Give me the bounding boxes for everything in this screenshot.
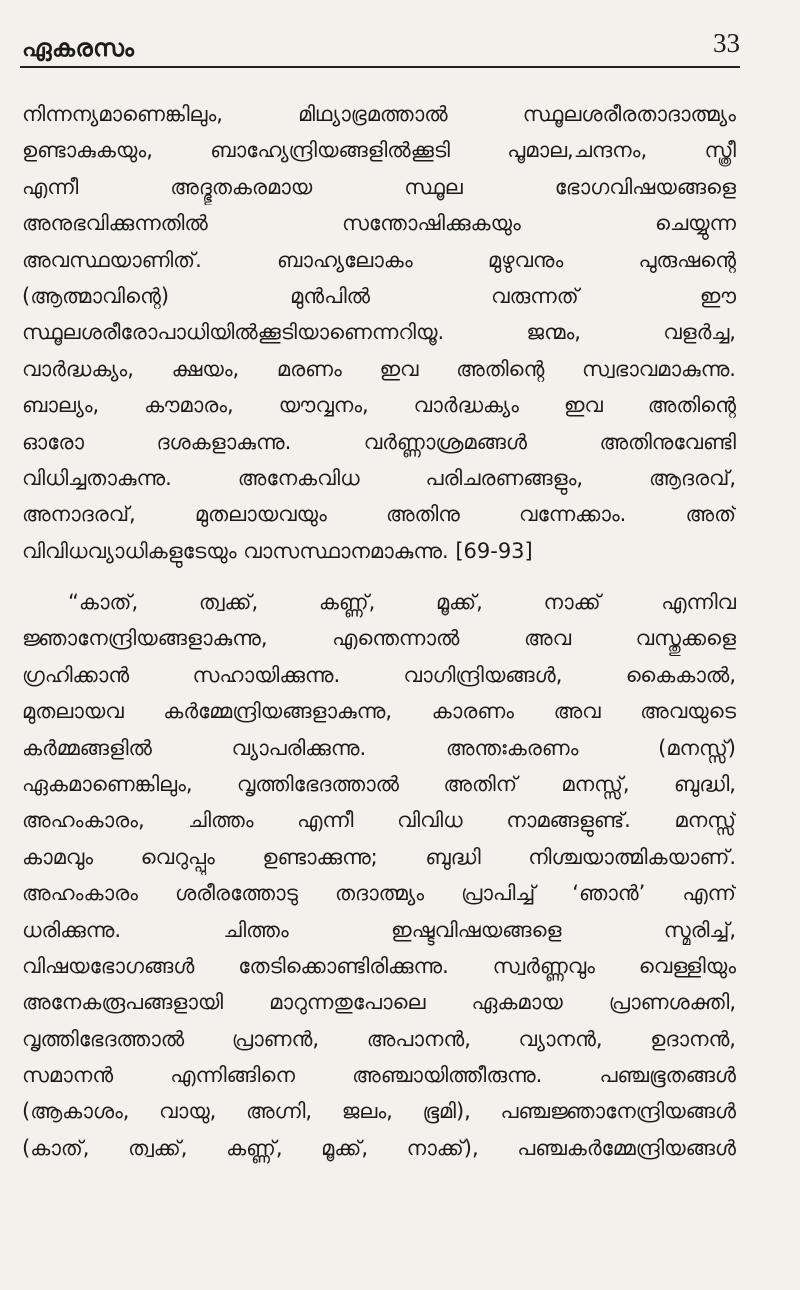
text-line: വിഷയഭോഗങ്ങൾ തേടിക്കൊണ്ടിരിക്കുന്നു. സ്വർണ്ണവും വെള്ളിയും [22,953,736,978]
header-rule [20,66,740,68]
text-line: വൃത്തിഭേദത്താൽ പ്രാണൻ, അപാനൻ, വ്യാനൻ, ഉദാനൻ, [22,1026,736,1051]
page-number: 33 [713,28,740,58]
text-line: വാർദ്ധക്യം, ക്ഷയം, മരണം ഇവ അതിന്റെ സ്വഭാവമാകുന്നു. [22,356,736,381]
text-line: സ്ഥൂലശരീരോപാധിയിൽക്കൂടിയാണെന്നറിയൂ. ജന്മം, വളർച്ച, [22,320,736,345]
text-line: ഗ്രഹിക്കാൻ സഹായിക്കുന്നു. വാഗിന്ദ്രിയങ്ങൾ, കൈകാൽ, [22,662,736,687]
text-line: ഏകമാണെങ്കിലും, വൃത്തിഭേദത്താൽ അതിന് മനസ്സ്, ബുദ്ധി, [22,771,736,796]
text-line: “കാത്, ത്വക്ക്, കണ്ണ്, മൂക്ക്, നാക്ക് എന്നിവ [68,590,736,614]
page-header [22,14,740,62]
text-line: (ആകാശം, വായു, അഗ്നി, ജലം, ഭൂമി), പഞ്ചജ്ഞാനേന്ദ്രിയങ്ങൾ [22,1099,736,1124]
text-line: വിധിച്ചതാകുന്നു. അനേകവിധ പരിചരണങ്ങളും, ആദരവ്, [22,465,736,490]
text-line: എന്നീ അദ്ഭുതകരമായ സ്ഥൂല ഭോഗവിഷയങ്ങളെ [22,174,736,199]
paragraph-2 [22,584,736,1166]
running-title: ഏകരസം [22,34,135,62]
text-line: ധരിക്കുന്നു. ചിത്തം ഇഷ്ടവിഷയങ്ങളെ സ്മരിച്ച്, [22,917,736,942]
text-line: (ആത്മാവിന്റെ) മുൻപിൽ വരുന്നത് ഈ [22,283,736,308]
text-line: അഹംകാരം, ചിത്തം എന്നീ വിവിധ നാമങ്ങളുണ്ട്. മനസ്സ് [22,808,736,833]
text-line: കർമ്മങ്ങളിൽ വ്യാപരിക്കുന്നു. അന്തഃകരണം (മനസ്സ്) [22,735,736,760]
text-line: ഓരോ ദശകളാകുന്നു. വർണ്ണാശ്രമങ്ങൾ അതിനുവേണ്ടി [22,429,736,454]
text-line: അവസ്ഥയാണിത്. ബാഹ്യലോകം മുഴുവനും പുരുഷന്റെ [22,247,736,272]
text-line: (കാത്, ത്വക്ക്, കണ്ണ്, മൂക്ക്, നാക്ക്), പഞ്ചകർമ്മേന്ദ്രിയങ്ങൾ [22,1135,736,1160]
text-line: അനാദരവ്, മുതലായവയും അതിനു വന്നേക്കാം. അത് [22,502,736,527]
text-line: വിവിധവ്യാധികളുടേയും വാസസ്ഥാനമാകുന്നു. [69-93] [22,538,533,563]
text-line: കാമവും വെറുപ്പും ഉണ്ടാക്കുന്നു; ബുദ്ധി നിശ്ചയാത്മികയാണ്. [22,844,736,869]
text-line: അനുഭവിക്കുന്നതിൽ സന്തോഷിക്കുകയും ചെയ്യുന്ന [22,211,736,236]
paragraph-1 [22,96,736,569]
text-line: ബാല്യം, കൗമാരം, യൗവ്വനം, വാർദ്ധക്യം ഇവ അതിന്റെ [22,393,736,418]
text-line: സമാനൻ എന്നിങ്ങിനെ അഞ്ചായിത്തീരുന്നു. പഞ്ചഭൂതങ്ങൾ [22,1063,736,1088]
text-line: അഹംകാരം ശരീരത്തോടു തദാത്മ്യം പ്രാപിച്ച് ‘ഞാൻ’ എന്ന് [22,881,736,906]
text-line: ഉണ്ടാകുകയും, ബാഹ്യേന്ദ്രിയങ്ങളിൽക്കൂടി പൂമാല,ചന്ദനം, സ്ത്രീ [22,138,736,163]
text-line: ജ്ഞാനേന്ദ്രിയങ്ങളാകുന്നു, എന്തെന്നാൽ അവ വസ്തുക്കളെ [22,626,736,651]
text-line: മുതലായവ കർമ്മേന്ദ്രിയങ്ങളാകുന്നു, കാരണം അവ അവയുടെ [22,699,736,724]
text-line: അനേകരൂപങ്ങളായി മാറുന്നതുപോലെ ഏകമായ പ്രാണശക്തി, [22,990,736,1015]
text-line: നിന്നന്യമാണെങ്കിലും, മിഥ്യാഭ്രമത്താൽ സ്ഥൂലശരീരതാദാത്മ്യം [22,102,736,126]
